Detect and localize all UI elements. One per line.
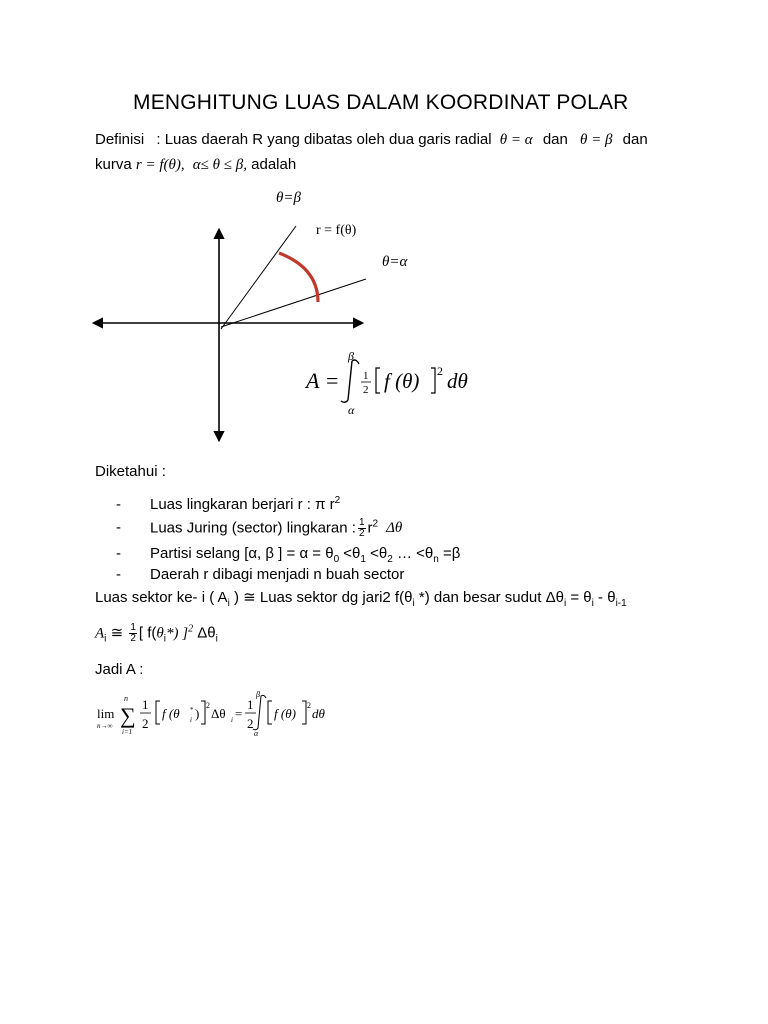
jadi-heading: Jadi A : [95, 661, 144, 678]
adalah: adalah [251, 156, 297, 173]
svg-text:dθ: dθ [312, 706, 325, 721]
theta-range: α≤ θ ≤ β, [192, 157, 247, 173]
svg-text:i: i [231, 716, 233, 724]
svg-text:f (θ): f (θ) [274, 706, 296, 721]
label-theta-beta: θ=β [276, 190, 301, 206]
page-title: MENGHITUNG LUAS DALAM KOORDINAT POLAR [133, 91, 629, 114]
svg-text:1: 1 [142, 697, 149, 712]
svg-text:β: β [256, 690, 260, 699]
svg-text:dθ: dθ [447, 369, 468, 393]
theta-beta: θ = β [580, 132, 613, 148]
svg-text:*: * [190, 706, 194, 714]
svg-text:A: A [306, 368, 320, 393]
label-theta-alpha: θ=α [382, 254, 408, 270]
definition-line-2 [95, 156, 296, 174]
svg-text:1: 1 [247, 697, 254, 712]
definition-text: : Luas daerah R yang dibatas oleh dua garis radial [156, 131, 492, 148]
dan-2: dan [622, 131, 648, 148]
svg-text:f (θ: f (θ [162, 706, 180, 721]
ray-beta [221, 226, 296, 329]
svg-text:2: 2 [437, 364, 443, 378]
theta-alpha: θ = α [499, 132, 533, 148]
svg-text:2: 2 [247, 716, 254, 731]
svg-text:α: α [348, 403, 355, 417]
svg-text:n: n [124, 694, 128, 703]
curve-eq: r = f(θ), [135, 157, 185, 173]
svg-text:=: = [235, 706, 243, 721]
svg-text:2: 2 [363, 384, 369, 396]
svg-text:=: = [326, 368, 339, 393]
svg-text:2: 2 [206, 701, 210, 710]
svg-text:2: 2 [142, 716, 149, 731]
svg-text:1: 1 [363, 370, 369, 382]
limit-formula [94, 688, 354, 744]
svg-text:α: α [254, 729, 259, 738]
svg-text:lim: lim [97, 706, 115, 721]
ray-alpha [221, 279, 366, 327]
svg-text:β: β [348, 349, 354, 363]
ai-approx-line: $A_i$ ≅ $\frac{1}{2}$ [ $f(\theta_i*)$ ]$^2$ $\Delta\theta_i$ [95, 622, 218, 645]
close-paren: ) [195, 706, 200, 721]
svg-text:f (θ): f (θ) [384, 369, 420, 393]
list-item: - Partisi selang [α, β ] = $\alpha = \theta_0 <\theta_1 <\theta_2$ … $<\theta_n =\beta$ [116, 545, 461, 565]
svg-text:Δθ: Δθ [211, 706, 226, 721]
dan-1: dan [542, 131, 568, 148]
diketahui-heading: Diketahui : [95, 463, 166, 480]
sector-line: Luas sektor ke- i ( $A_i$ ) ≅ Luas sektor dg jari2 $f(\theta_i$ *) dan besar sudut $\Delta\theta_i = \theta_i - \theta_{i-1}$ [95, 589, 627, 609]
list-item: - Luas lingkaran berjari r : π $r^2$ [116, 495, 341, 513]
label-curve: r = f(θ) [316, 223, 357, 238]
kurva-label: kurva [95, 156, 132, 173]
list-item: - Daerah r dibagi menjadi n buah sector [116, 566, 405, 583]
svg-text:n→∞: n→∞ [97, 722, 113, 730]
definition-line-1 [95, 131, 648, 149]
area-formula [304, 348, 504, 418]
sum-sign: ∑ [120, 703, 136, 728]
svg-text:i=1: i=1 [122, 728, 133, 736]
list-item: - Luas Juring (sector) lingkaran : $\frac{1}{2}$ $r^2$ Δθ [116, 517, 403, 539]
svg-text:i: i [190, 716, 192, 724]
region-arc [279, 253, 318, 302]
svg-text:2: 2 [307, 701, 311, 710]
definition-label: Definisi [95, 131, 145, 148]
